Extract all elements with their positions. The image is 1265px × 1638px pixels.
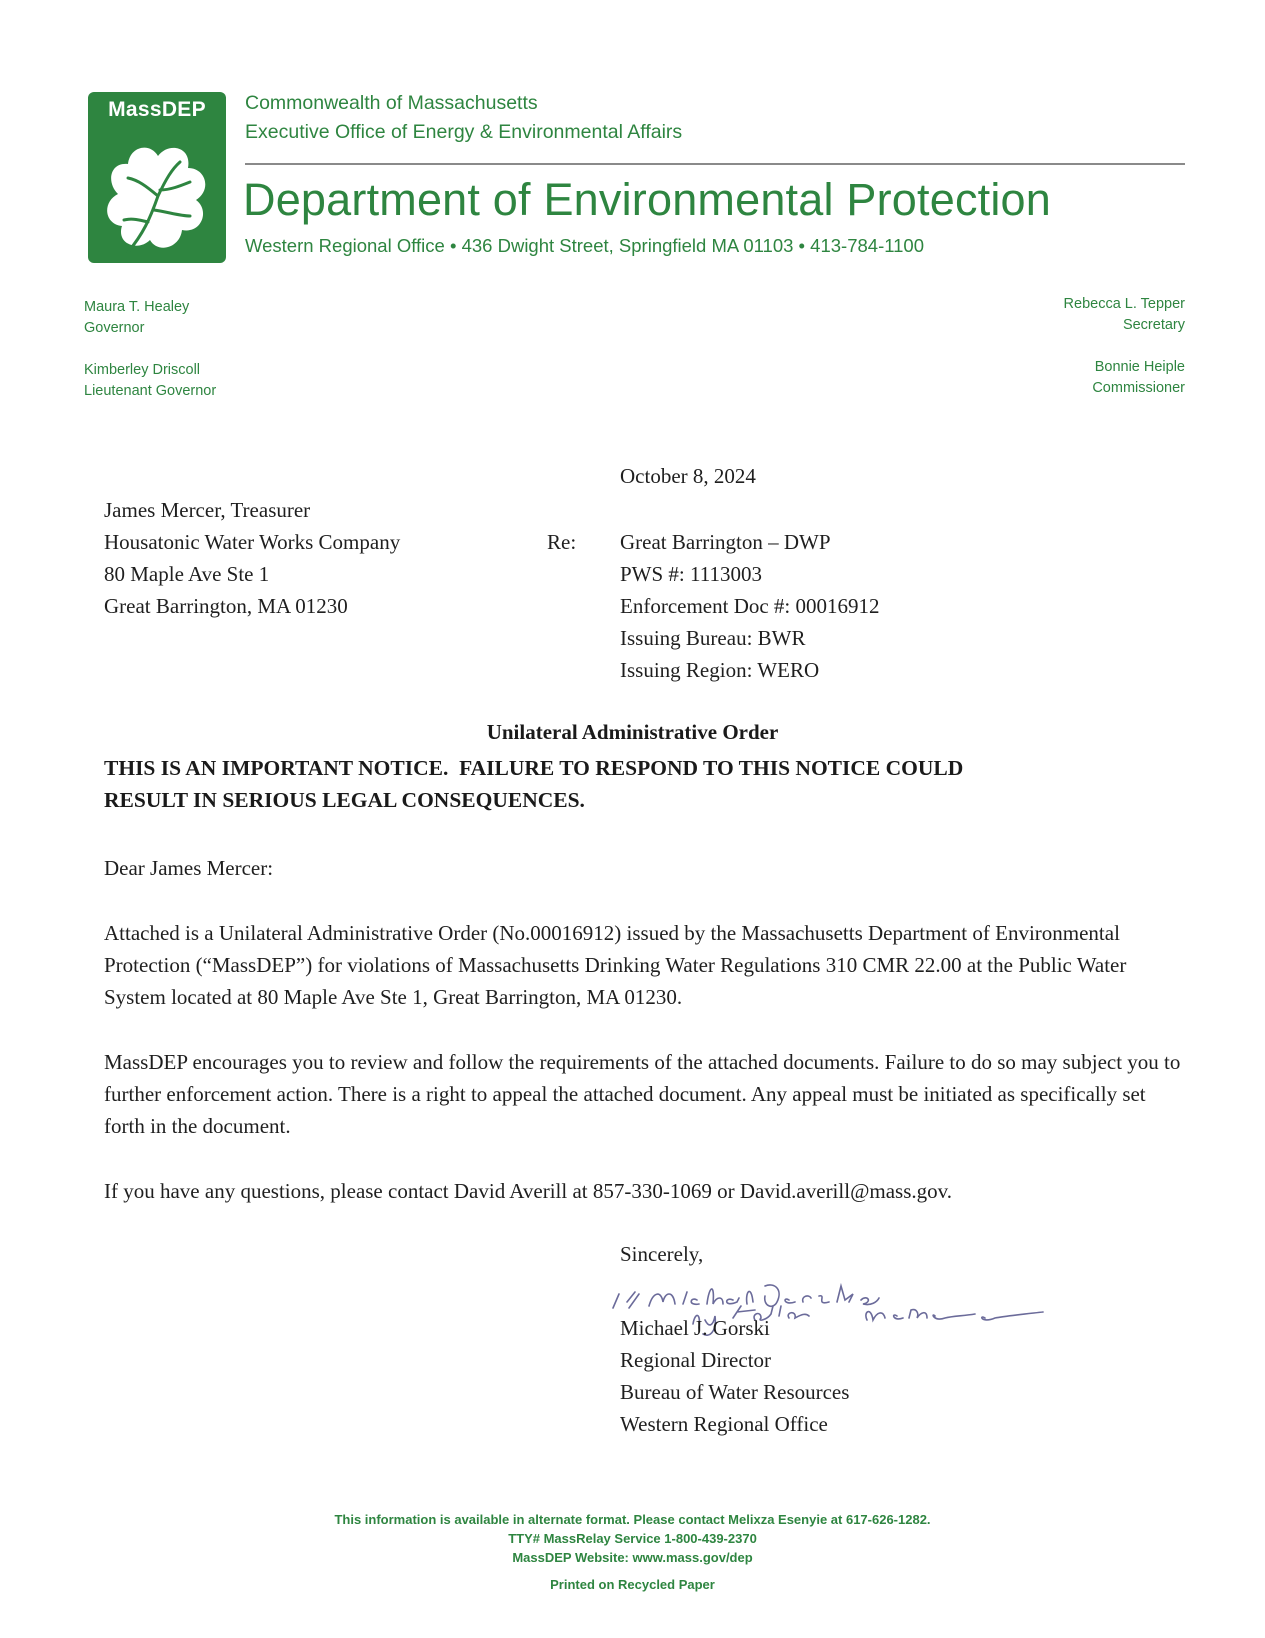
- notice-line: RESULT IN SERIOUS LEGAL CONSEQUENCES.: [104, 788, 585, 812]
- recipient-line: Great Barrington, MA 01230: [104, 594, 348, 618]
- footer-recycled: Printed on Recycled Paper: [550, 1577, 715, 1592]
- recipient-line: James Mercer, Treasurer: [104, 498, 311, 522]
- re-line: Issuing Bureau: BWR: [620, 626, 806, 650]
- paragraph-1: Attached is a Unilateral Administrative Order (No.00016912) issued by the Massachusetts Department of Environmental Protection (“MassDEP”) for violations of Massachusetts Drinking Water Regulations 310 CMR 22.00 at the Public Water System located at 80 Maple Ave Ste 1, Great Barrington, MA 01230.: [104, 921, 1127, 1009]
- footer-website: MassDEP Website: www.mass.gov/dep: [512, 1550, 753, 1565]
- massdep-logo: [88, 92, 226, 263]
- order-title: Unilateral Administrative Order: [486, 720, 779, 744]
- re-line: Issuing Region: WERO: [620, 658, 820, 682]
- recipient-line: Housatonic Water Works Company: [104, 530, 401, 554]
- secretary-name: Rebecca L. Tepper: [1063, 296, 1185, 312]
- signer-block: [620, 1312, 849, 1440]
- recipient-address: [104, 494, 400, 622]
- re-label: Re:: [547, 530, 577, 554]
- re-block: [620, 526, 880, 686]
- office-address: Western Regional Office • 436 Dwight Street, Springfield MA 01103 • 413-784-1100: [245, 235, 925, 256]
- secretary-title: Secretary: [1122, 317, 1185, 333]
- lt-governor-title: Lieutenant Governor: [84, 383, 217, 399]
- agency-line-1: Commonwealth of Massachusetts: [245, 92, 538, 114]
- re-line: Great Barrington – DWP: [620, 530, 831, 554]
- re-line: PWS #: 1113003: [620, 562, 762, 586]
- notice-line: THIS IS AN IMPORTANT NOTICE. FAILURE TO RESPOND TO THIS NOTICE COULD: [104, 756, 964, 780]
- header-divider: [245, 163, 1185, 165]
- governor-name: Maura T. Healey: [84, 299, 190, 315]
- commissioner-name: Bonnie Heiple: [1094, 359, 1185, 375]
- commissioner-block: [1092, 357, 1185, 399]
- footer-alternate-format: This information is available in alternate format. Please contact Melixza Esenyie at 617-626-1282.: [334, 1512, 931, 1527]
- lt-governor-block: [84, 360, 216, 402]
- closing: Sincerely,: [620, 1242, 704, 1266]
- signer-bureau: Bureau of Water Resources: [620, 1380, 850, 1404]
- paragraph-2: MassDEP encourages you to review and follow the requirements of the attached documents. Failure to do so may subject you to further enforcement action. There is a right to appeal the attached document. Any appeal must be initiated as specifically set forth in the document.: [104, 1050, 1181, 1138]
- signer-name: Michael J. Gorski: [620, 1316, 770, 1340]
- secretary-block: [1064, 294, 1185, 336]
- logo-text: MassDEP: [108, 98, 206, 121]
- footer-tty: TTY# MassRelay Service 1-800-439-2370: [508, 1531, 757, 1546]
- department-title: Department of Environmental Protection: [243, 174, 1051, 225]
- agency-line-2: Executive Office of Energy & Environmental Affairs: [245, 121, 683, 143]
- important-notice: [104, 752, 1184, 816]
- lt-governor-name: Kimberley Driscoll: [84, 362, 201, 378]
- re-line: Enforcement Doc #: 00016912: [620, 594, 880, 618]
- signer-office: Western Regional Office: [620, 1412, 828, 1436]
- recipient-line: 80 Maple Ave Ste 1: [104, 562, 270, 586]
- paragraph-3: If you have any questions, please contact David Averill at 857-330-1069 or David.averill@mass.gov.: [104, 1179, 953, 1203]
- letter-date: October 8, 2024: [620, 464, 756, 488]
- salutation: Dear James Mercer:: [104, 856, 274, 880]
- commissioner-title: Commissioner: [1092, 380, 1185, 396]
- governor-title: Governor: [84, 320, 145, 336]
- signer-title: Regional Director: [620, 1348, 772, 1372]
- governor-block: [84, 297, 189, 339]
- oak-leaf-icon: [88, 124, 226, 263]
